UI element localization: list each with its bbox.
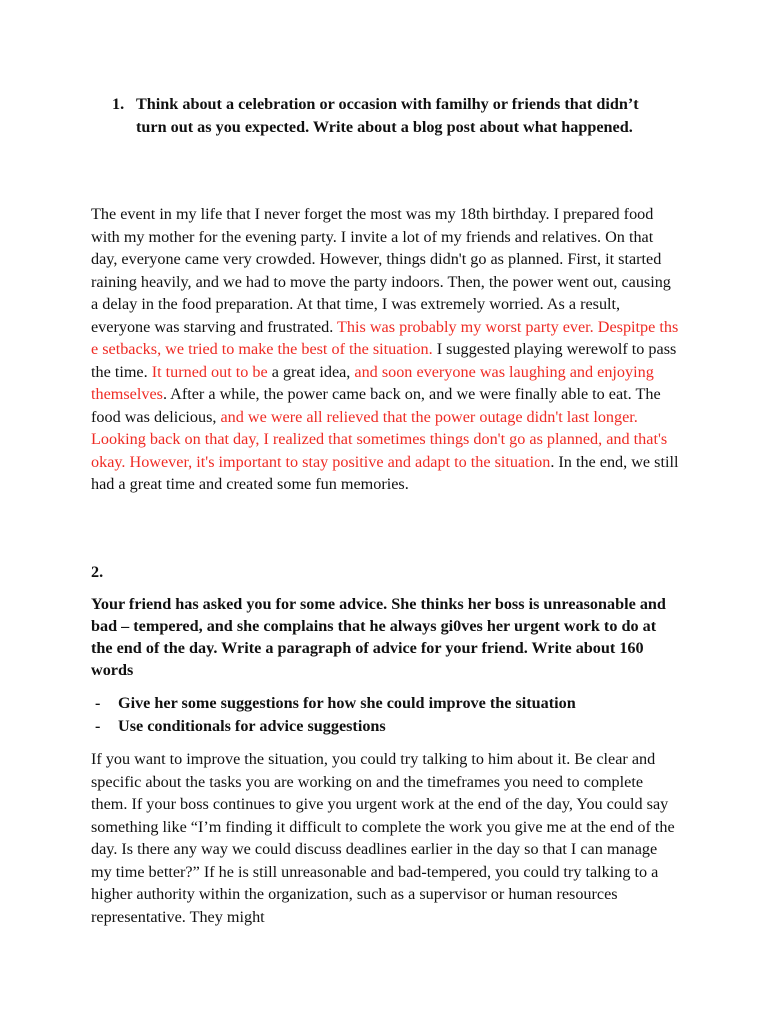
bullet-item bbox=[91, 715, 671, 738]
question-1 bbox=[112, 93, 672, 138]
essay-highlight-segment: and soon everyone was laughing and enjoying themselves bbox=[91, 362, 654, 403]
essay-text-segment: The event in my life that I never forget the most was my 18th birthday. I prepared food with my mother for the evening party. I invite a lot of my friends and relatives. On that day, everyone came very crowded. However, things didn't go as planned. First, it started raining heavily, and we had to move the party indoors. Then, the power went out, causing a delay in the food preparation. At that time, I was extremely worried. As a result, everyone was starving and frustrated. bbox=[91, 205, 671, 336]
essay-paragraph bbox=[91, 203, 681, 496]
essay-highlight-segment: This was probably my worst party ever. Despitpe ths e setbacks, we tried to make the best of the situation. bbox=[91, 317, 679, 358]
essay-text-segment: . In the end, we still had a great time and created some fun memories. bbox=[91, 452, 679, 493]
bullet-dash: - bbox=[95, 694, 101, 712]
essay-highlight-segment: and we were all relieved that the power outage didn't last longer. Looking back on that day, I realized that sometimes things don't go as planned, and that's okay. However, it's important to stay positive and adapt to the situation bbox=[91, 407, 668, 471]
bullet-text: Give her some suggestions for how she could improve the situation bbox=[118, 694, 576, 712]
bullet-dash: - bbox=[95, 716, 101, 735]
question-1-text: Think about a celebration or occasion with familhy or friends that didn’t turn out as you expected. Write about a blog post about what happened. bbox=[136, 95, 639, 136]
essay-text-segment: . After a while, the power came back on, and we were finally able to eat. The food was delicious, bbox=[91, 385, 661, 426]
question-2-bullet-list bbox=[91, 692, 671, 737]
essay-text-segment: a great idea, bbox=[267, 362, 355, 381]
answer-2 bbox=[91, 748, 681, 928]
question-2-prompt: Your friend has asked you for some advice. She thinks her boss is unreasonable and bad – tempered, and she complains that he always gi0ves her urgent work to do at the end of the day. Write a paragraph of advice for your friend. Write about 160 words bbox=[91, 595, 666, 679]
essay-answer-1 bbox=[91, 203, 681, 496]
essay-highlight-segment: It turned out to be bbox=[151, 362, 268, 381]
question-1-number: 1. bbox=[112, 95, 125, 113]
bullet-item bbox=[91, 692, 671, 715]
essay-text-segment: I suggested playing werewolf to pass the time. bbox=[91, 340, 677, 381]
answer-2-text: If you want to improve the situation, you could try talking to him about it. Be clear and specific about the tasks you are working on and the timeframes you need to complete them. If your boss continues to give you urgent work at the end of the day, You could say something like “I’m finding it difficult to complete the work you give me at the end of the day. Is there any way we could discuss deadlines earlier in the day so that I can manage my time better?” If he is still unreasonable and bad-tempered, you could try talking to a higher authority within the organization, such as a supervisor or human resources representative. They might bbox=[91, 750, 675, 926]
question-2-number: 2. bbox=[91, 563, 104, 581]
bullet-text: Use conditionals for advice suggestions bbox=[118, 716, 386, 735]
